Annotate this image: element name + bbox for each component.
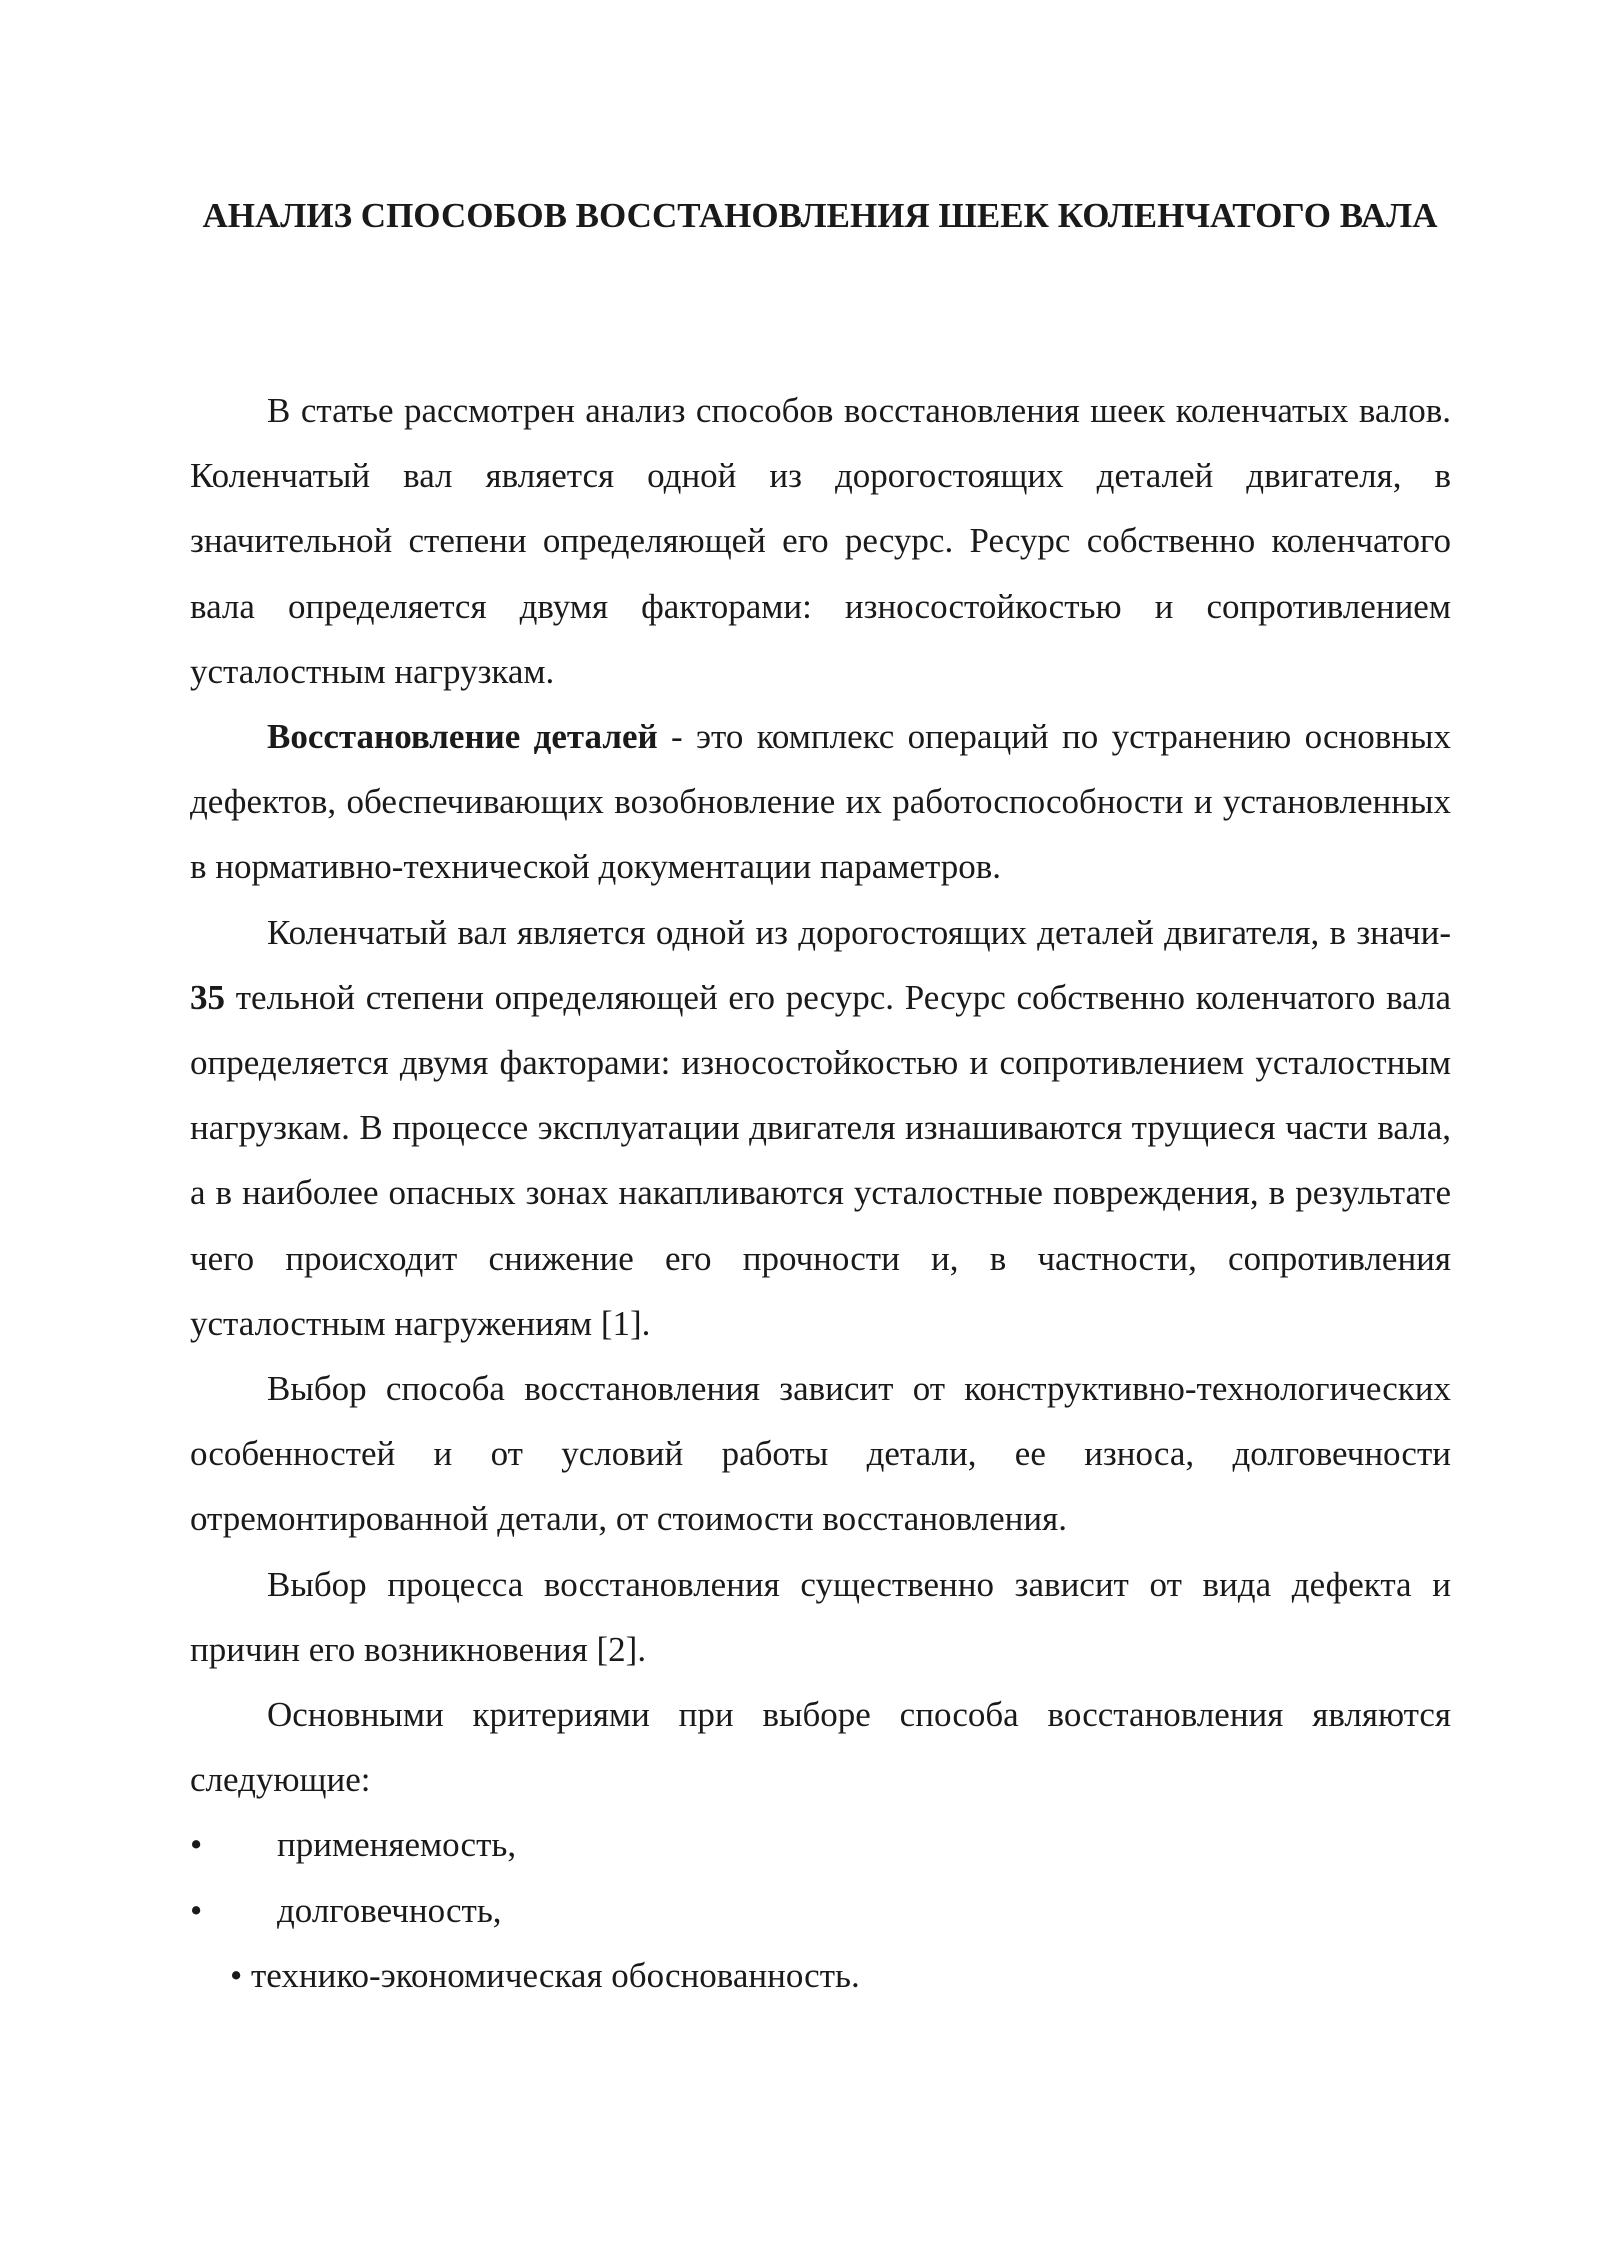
paragraph-crankshaft-start: Коленчатый вал является одной из дорогостоящих деталей двигателя, в значи- [267,912,1451,952]
document-title: АНАЛИЗ СПОСОБОВ ВОССТАНОВЛЕНИЯ ШЕЕК КОЛЕНЧАТОГО ВАЛА [202,196,1438,235]
bullet-item [190,1878,1451,1943]
paragraph-crankshaft [190,900,1451,1356]
bullet-marker: • [190,1825,203,1865]
document-body [190,378,1451,2008]
definition-text: - это комплекс операций по устранению основных дефектов, обеспечивающих возобновление их работоспособности и установленных в нормативно-технической документации параметров. [190,717,1451,887]
page-number: 35 [190,977,225,1017]
paragraph-definition [190,704,1451,900]
paragraph-abstract: В статье рассмотрен анализ способов восстановления шеек коленчатых валов. Коленчатый вал является одной из дорогостоящих деталей двигателя, в значительной степени определяющей его ресурс. Ресурс собственно коленчатого вала определяется двумя факторами: износостойкостью и сопротивлением усталостным нагрузкам. [190,391,1451,691]
bullet-item-inline: • технико-экономическая обоснованность. [230,1955,860,1995]
bullet-item [190,1812,1451,1877]
paragraph-crankshaft-end: тельной степени определяющей его ресурс. Ресурс собственно коленчатого вала определяется двумя факторами: износостойкостью и сопротивлением усталостным нагрузкам. В процессе эксплуатации двигателя изнашиваются трущиеся части вала, а в наиболее опасных зонах накапливаются усталостные повреждения, в результате чего происходит снижение его прочности и, в частности, сопротивления усталостным нагружениям [1]. [190,977,1451,1343]
bullet-text: долговечность, [277,1890,502,1930]
defined-term: Восстановление деталей [267,717,658,757]
paragraph-process-choice: Выбор процесса восстановления существенно зависит от вида дефекта и причин его возникновения [2]. [190,1564,1451,1669]
paragraph-criteria: Основными критериями при выборе способа восстановления являются следующие: [190,1695,1451,1800]
paragraph-method-choice: Выбор способа восстановления зависит от конструктивно-технологических особенностей и от условий работы детали, ее износа, долговечности отремонтированной детали, от стоимости восстановления. [190,1369,1451,1539]
bullet-text: применяемость, [277,1825,517,1865]
bullet-marker: • [190,1890,203,1930]
